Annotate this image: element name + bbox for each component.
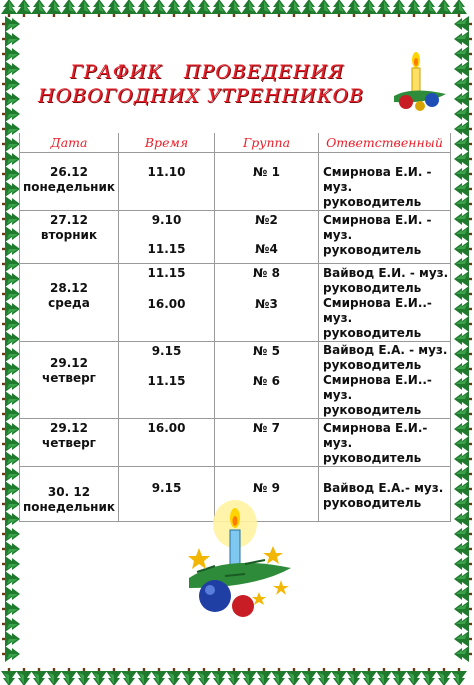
- fir-tree-icon: [61, 0, 77, 17]
- fir-tree-icon: [16, 0, 32, 17]
- fir-tree-icon: [361, 668, 377, 685]
- fir-tree-icon: [241, 668, 257, 685]
- fir-tree-icon: [454, 331, 472, 347]
- group-value: №2: [255, 213, 278, 227]
- fir-tree-icon: [2, 511, 20, 527]
- fir-tree-icon: [2, 436, 20, 452]
- time-value: 9.15: [151, 481, 182, 495]
- fir-tree-icon: [46, 0, 62, 17]
- time-value: 11.15: [147, 242, 186, 256]
- group-value: № 1: [253, 165, 280, 179]
- time-value: 11.10: [147, 165, 186, 179]
- fir-tree-icon: [2, 76, 20, 92]
- date-day: 29.12: [50, 421, 88, 435]
- fir-tree-icon: [2, 181, 20, 197]
- date-cell: [20, 419, 119, 467]
- fir-tree-icon: [454, 286, 472, 302]
- responsible-role: руководитель: [323, 358, 422, 372]
- fir-tree-icon: [2, 166, 20, 182]
- fir-tree-icon: [376, 668, 392, 685]
- fir-tree-icon: [454, 61, 472, 77]
- fir-tree-icon: [454, 151, 472, 167]
- fir-tree-icon: [1, 668, 17, 685]
- fir-tree-icon: [316, 0, 332, 17]
- fir-tree-icon: [271, 0, 287, 17]
- date-weekday: вторник: [40, 228, 98, 242]
- date-cell: [20, 467, 119, 522]
- fir-tree-icon: [166, 0, 182, 17]
- fir-tree-icon: [454, 271, 472, 287]
- header-date: Дата: [20, 133, 119, 153]
- fir-tree-icon: [91, 0, 107, 17]
- fir-tree-icon: [2, 346, 20, 362]
- fir-tree-icon: [454, 436, 472, 452]
- fir-tree-icon: [106, 0, 122, 17]
- page-title: [30, 60, 380, 108]
- fir-tree-icon: [2, 601, 20, 617]
- fir-tree-icon: [2, 631, 20, 647]
- fir-tree-icon: [421, 0, 437, 17]
- time-value: 9.15: [151, 344, 182, 358]
- fir-tree-icon: [2, 91, 20, 107]
- fir-tree-icon: [196, 668, 212, 685]
- time-cell: [119, 342, 215, 419]
- fir-tree-icon: [61, 668, 77, 685]
- responsible-role: руководитель: [323, 281, 422, 295]
- time-value: 16.00: [147, 297, 186, 311]
- responsible-role: руководитель: [323, 403, 422, 417]
- fir-tree-icon: [454, 346, 472, 362]
- group-cell: [215, 342, 319, 419]
- fir-tree-icon: [454, 106, 472, 122]
- fir-tree-icon: [454, 301, 472, 317]
- fir-tree-icon: [226, 0, 242, 17]
- fir-tree-icon: [46, 668, 62, 685]
- fir-tree-icon: [454, 556, 472, 572]
- fir-tree-icon: [454, 46, 472, 62]
- responsible-name: Смирнова Е.И. - муз.: [323, 213, 432, 242]
- candle-ornament-icon: [392, 52, 448, 114]
- fir-tree-icon: [454, 31, 472, 47]
- fir-tree-icon: [454, 16, 472, 32]
- candle-ornament-icon: [185, 496, 295, 620]
- group-cell: [215, 153, 319, 211]
- time-value: 11.15: [147, 374, 186, 388]
- responsible-cell: [319, 153, 451, 211]
- fir-tree-icon: [196, 0, 212, 17]
- fir-tree-icon: [454, 121, 472, 137]
- fir-tree-icon: [16, 668, 32, 685]
- fir-tree-icon: [454, 616, 472, 632]
- fir-tree-icon: [2, 271, 20, 287]
- fir-tree-icon: [454, 241, 472, 257]
- date-day: 30. 12: [47, 485, 91, 499]
- fir-tree-icon: [241, 0, 257, 17]
- date-cell: [20, 211, 119, 264]
- fir-tree-icon: [454, 196, 472, 212]
- fir-tree-icon: [454, 466, 472, 482]
- title-line-1: ГРАФИК ПРОВЕДЕНИЯ: [70, 61, 345, 83]
- fir-tree-icon: [286, 0, 302, 17]
- fir-tree-icon: [301, 0, 317, 17]
- fir-tree-icon: [286, 668, 302, 685]
- responsible-cell: [319, 419, 451, 467]
- fir-tree-icon: [76, 668, 92, 685]
- fir-tree-icon: [2, 616, 20, 632]
- fir-tree-icon: [406, 0, 422, 17]
- group-value: №3: [255, 297, 278, 311]
- table-header-row: [20, 133, 451, 153]
- date-weekday: понедельник: [22, 180, 115, 194]
- responsible-name: Смирнова Е.И.- муз.: [323, 421, 428, 450]
- fir-tree-icon: [211, 0, 227, 17]
- fir-tree-icon: [454, 631, 472, 647]
- fir-tree-icon: [2, 151, 20, 167]
- fir-tree-icon: [454, 136, 472, 152]
- responsible-name: Вайвод Е.А.- муз.: [323, 481, 444, 495]
- fir-tree-icon: [151, 668, 167, 685]
- table-row: [20, 342, 451, 419]
- fir-tree-icon: [76, 0, 92, 17]
- fir-tree-icon: [454, 451, 472, 467]
- fir-tree-icon: [106, 668, 122, 685]
- fir-tree-icon: [2, 61, 20, 77]
- date-weekday: четверг: [42, 436, 96, 450]
- time-value: 16.00: [147, 421, 186, 435]
- fir-tree-icon: [211, 668, 227, 685]
- fir-tree-icon: [2, 391, 20, 407]
- group-value: № 9: [253, 481, 280, 495]
- fir-tree-icon: [454, 376, 472, 392]
- responsible-name: Вайвод Е.А. - муз.: [323, 343, 448, 357]
- fir-tree-icon: [2, 526, 20, 542]
- responsible-name: Смирнова Е.И. - муз.: [323, 165, 432, 194]
- responsible-role: руководитель: [323, 326, 422, 340]
- fir-tree-icon: [2, 331, 20, 347]
- fir-tree-icon: [136, 0, 152, 17]
- responsible-role: руководитель: [323, 496, 422, 510]
- fir-tree-icon: [454, 181, 472, 197]
- fir-tree-icon: [454, 541, 472, 557]
- fir-tree-icon: [436, 668, 452, 685]
- fir-tree-icon: [454, 571, 472, 587]
- fir-tree-icon: [2, 406, 20, 422]
- fir-tree-icon: [2, 31, 20, 47]
- fir-tree-icon: [454, 406, 472, 422]
- group-value: № 7: [253, 421, 280, 435]
- time-value: 11.15: [147, 266, 186, 280]
- fir-tree-icon: [346, 668, 362, 685]
- fir-tree-icon: [31, 668, 47, 685]
- time-cell: [119, 419, 215, 467]
- date-day: 27.12: [50, 213, 88, 227]
- fir-tree-icon: [454, 391, 472, 407]
- table-row: [20, 419, 451, 467]
- fir-tree-icon: [454, 76, 472, 92]
- fir-tree-icon: [391, 0, 407, 17]
- fir-tree-icon: [421, 668, 437, 685]
- fir-tree-icon: [2, 121, 20, 137]
- group-cell: [215, 211, 319, 264]
- group-cell: [215, 419, 319, 467]
- fir-tree-icon: [136, 668, 152, 685]
- header-responsible: Ответственный: [319, 133, 451, 153]
- time-cell: [119, 211, 215, 264]
- title-line-2: НОВОГОДНИХ УТРЕННИКОВ: [38, 85, 365, 107]
- fir-tree-icon: [2, 481, 20, 497]
- fir-tree-icon: [454, 481, 472, 497]
- fir-tree-icon: [454, 586, 472, 602]
- fir-tree-icon: [454, 316, 472, 332]
- fir-tree-icon: [2, 466, 20, 482]
- schedule-table: [19, 133, 451, 522]
- fir-tree-icon: [454, 511, 472, 527]
- fir-tree-icon: [2, 226, 20, 242]
- date-day: 28.12: [50, 281, 88, 295]
- fir-tree-icon: [226, 668, 242, 685]
- date-day: 26.12: [50, 165, 88, 179]
- fir-tree-icon: [451, 668, 467, 685]
- time-value: 9.10: [151, 213, 182, 227]
- fir-tree-icon: [166, 668, 182, 685]
- fir-tree-icon: [2, 361, 20, 377]
- fir-tree-icon: [454, 256, 472, 272]
- fir-tree-icon: [121, 668, 137, 685]
- fir-tree-icon: [454, 211, 472, 227]
- group-cell: [215, 264, 319, 342]
- fir-tree-icon: [2, 16, 20, 32]
- header-time: Время: [119, 133, 215, 153]
- fir-tree-icon: [256, 668, 272, 685]
- fir-tree-icon: [2, 571, 20, 587]
- fir-tree-icon: [331, 668, 347, 685]
- fir-tree-icon: [454, 496, 472, 512]
- fir-tree-icon: [391, 668, 407, 685]
- fir-tree-icon: [2, 256, 20, 272]
- fir-tree-icon: [2, 451, 20, 467]
- fir-tree-icon: [181, 0, 197, 17]
- fir-tree-icon: [271, 668, 287, 685]
- fir-tree-icon: [121, 0, 137, 17]
- responsible-role: руководитель: [323, 243, 422, 257]
- fir-tree-icon: [451, 0, 467, 17]
- date-cell: [20, 153, 119, 211]
- fir-tree-icon: [454, 601, 472, 617]
- fir-tree-icon: [31, 0, 47, 17]
- fir-tree-icon: [454, 421, 472, 437]
- fir-tree-icon: [2, 496, 20, 512]
- fir-tree-icon: [2, 196, 20, 212]
- responsible-cell: [319, 467, 451, 522]
- date-weekday: понедельник: [22, 500, 115, 514]
- fir-tree-icon: [1, 0, 17, 17]
- responsible-role: руководитель: [323, 451, 422, 465]
- table-row: [20, 211, 451, 264]
- fir-tree-icon: [454, 91, 472, 107]
- fir-tree-icon: [2, 136, 20, 152]
- fir-tree-icon: [331, 0, 347, 17]
- date-weekday: четверг: [42, 371, 96, 385]
- fir-tree-icon: [454, 166, 472, 182]
- fir-tree-icon: [2, 421, 20, 437]
- fir-tree-icon: [361, 0, 377, 17]
- table-row: [20, 264, 451, 342]
- fir-tree-icon: [2, 46, 20, 62]
- group-value: № 8: [253, 266, 280, 280]
- fir-tree-icon: [2, 556, 20, 572]
- responsible-cell: [319, 211, 451, 264]
- fir-tree-icon: [2, 586, 20, 602]
- fir-tree-icon: [91, 668, 107, 685]
- fir-tree-icon: [346, 0, 362, 17]
- fir-tree-icon: [406, 668, 422, 685]
- fir-tree-icon: [436, 0, 452, 17]
- group-value: № 5: [253, 344, 280, 358]
- fir-tree-icon: [2, 286, 20, 302]
- fir-tree-icon: [2, 541, 20, 557]
- fir-tree-icon: [2, 316, 20, 332]
- responsible-cell: [319, 342, 451, 419]
- fir-tree-icon: [2, 301, 20, 317]
- responsible-role: руководитель: [323, 195, 422, 209]
- fir-tree-icon: [256, 0, 272, 17]
- fir-tree-icon: [2, 241, 20, 257]
- fir-tree-icon: [454, 361, 472, 377]
- fir-tree-icon: [301, 668, 317, 685]
- fir-tree-icon: [2, 646, 20, 662]
- table-row: [20, 153, 451, 211]
- fir-tree-icon: [454, 526, 472, 542]
- fir-tree-icon: [454, 226, 472, 242]
- fir-tree-icon: [376, 0, 392, 17]
- time-cell: [119, 153, 215, 211]
- responsible-name: Вайвод Е.И. - муз.: [323, 266, 449, 280]
- responsible-name: Смирнова Е.И..- муз.: [323, 373, 432, 402]
- date-cell: [20, 264, 119, 342]
- header-group: Группа: [215, 133, 319, 153]
- fir-tree-icon: [151, 0, 167, 17]
- group-value: № 6: [253, 374, 280, 388]
- fir-tree-icon: [2, 106, 20, 122]
- date-weekday: среда: [48, 296, 90, 310]
- date-day: 29.12: [50, 356, 88, 370]
- responsible-cell: [319, 264, 451, 342]
- fir-tree-icon: [2, 376, 20, 392]
- fir-tree-icon: [181, 668, 197, 685]
- group-value: №4: [255, 242, 278, 256]
- fir-tree-icon: [316, 668, 332, 685]
- fir-tree-icon: [454, 646, 472, 662]
- date-cell: [20, 342, 119, 419]
- responsible-name: Смирнова Е.И..- муз.: [323, 296, 432, 325]
- fir-tree-icon: [2, 211, 20, 227]
- time-cell: [119, 264, 215, 342]
